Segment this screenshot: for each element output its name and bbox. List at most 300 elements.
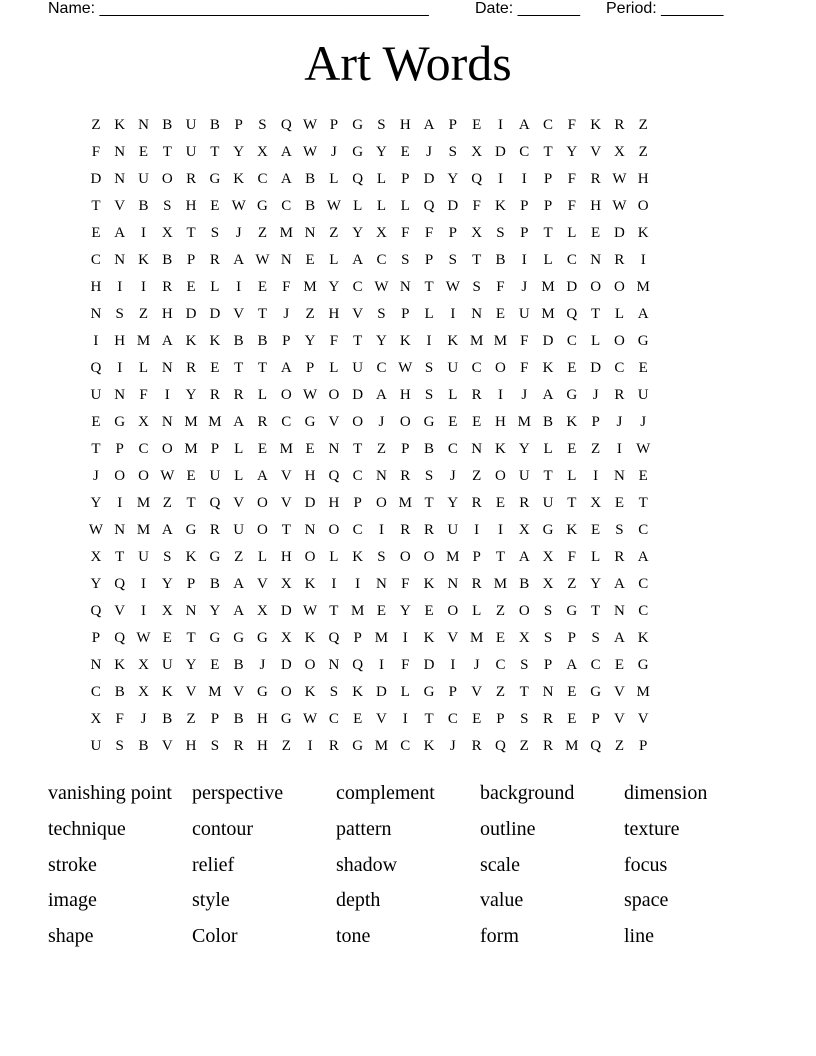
grid-letter: P (448, 684, 458, 700)
grid-letter: P (282, 333, 291, 349)
grid-letter: Q (90, 360, 102, 376)
grid-letter: B (519, 576, 530, 592)
grid-letter: F (282, 279, 291, 295)
grid-letter: V (447, 630, 459, 646)
grid-letter: R (614, 549, 625, 565)
grid-letter: O (280, 387, 292, 403)
grid-letter: G (209, 630, 221, 646)
grid-letter: T (186, 630, 196, 646)
grid-letter: I (497, 522, 503, 538)
grid-letter: W (302, 387, 318, 403)
grid-letter: G (304, 414, 316, 430)
grid-letter: T (115, 549, 125, 565)
grid-letter: T (257, 306, 268, 322)
grid-letter: U (161, 657, 173, 673)
grid-letter: R (543, 711, 554, 727)
grid-letter: L (353, 198, 363, 214)
grid-letter: E (305, 252, 315, 268)
grid-letter: T (519, 684, 529, 700)
word-bank-item: line (624, 925, 654, 948)
grid-letter: D (304, 495, 316, 511)
grid-letter: L (472, 603, 482, 619)
grid-letter: Y (328, 279, 340, 295)
grid-letter: Y (161, 576, 173, 592)
grid-letter: P (305, 360, 315, 376)
grid-letter: N (304, 522, 316, 538)
grid-letter: S (591, 630, 600, 646)
grid-letter: M (208, 684, 222, 700)
grid-letter: U (518, 468, 530, 484)
grid-letter: I (140, 279, 146, 295)
grid-letter: U (352, 360, 364, 376)
grid-letter: Y (90, 495, 102, 511)
grid-row (84, 653, 732, 680)
grid-letter: R (209, 522, 220, 538)
grid-letter: W (612, 171, 627, 187)
grid-letter: I (117, 279, 123, 295)
grid-letter: E (567, 684, 577, 700)
grid-letter: N (114, 522, 126, 538)
grid-row (84, 464, 732, 491)
grid-letter: A (423, 117, 435, 133)
grid-letter: Q (114, 630, 126, 646)
grid-letter: Q (590, 738, 602, 754)
grid-letter: K (566, 414, 578, 430)
grid-letter: C (281, 414, 292, 430)
grid-letter: R (471, 576, 482, 592)
grid-letter: U (233, 522, 245, 538)
grid-letter: Q (423, 198, 435, 214)
grid-letter: T (210, 144, 220, 160)
grid-row (84, 518, 732, 545)
grid-letter: C (90, 684, 101, 700)
grid-letter: M (541, 279, 555, 295)
grid-letter: W (88, 522, 103, 538)
grid-letter: G (209, 171, 221, 187)
grid-letter: C (638, 603, 649, 619)
grid-letter: S (424, 468, 434, 484)
grid-letter: N (471, 441, 483, 457)
grid-letter: S (377, 549, 386, 565)
word-bank-item: relief (192, 853, 235, 876)
grid-letter: F (401, 657, 410, 673)
grid-letter: I (426, 333, 432, 349)
grid-letter: V (614, 711, 625, 727)
grid-letter: D (423, 657, 435, 673)
grid-letter: E (567, 711, 577, 727)
grid-letter: H (257, 711, 268, 727)
grid-letter: C (471, 360, 482, 376)
grid-letter: G (257, 630, 268, 646)
worksheet-header (48, 0, 748, 21)
grid-letter: A (161, 522, 173, 538)
grid-letter: K (185, 549, 197, 565)
grid-letter: N (114, 171, 126, 187)
grid-letter: Y (209, 603, 221, 619)
grid-letter: E (424, 603, 434, 619)
grid-letter: G (423, 414, 435, 430)
grid-letter: E (162, 630, 172, 646)
grid-letter: Y (376, 144, 387, 160)
grid-letter: L (567, 225, 577, 241)
grid-letter: X (614, 144, 625, 160)
grid-letter: S (472, 279, 481, 295)
grid-row (84, 113, 732, 140)
grid-letter: M (446, 549, 460, 565)
word-bank-item: texture (624, 817, 680, 840)
grid-letter: O (161, 441, 173, 457)
grid-letter: V (352, 306, 364, 322)
grid-letter: H (328, 306, 340, 322)
grid-letter: M (398, 495, 412, 511)
grid-letter: N (90, 657, 102, 673)
grid-letter: N (114, 387, 126, 403)
grid-letter: S (401, 252, 410, 268)
grid-letter: S (377, 117, 386, 133)
grid-letter: T (91, 441, 101, 457)
grid-letter: P (329, 117, 339, 133)
word-bank-item: background (480, 782, 575, 804)
grid-letter: W (136, 630, 151, 646)
grid-letter: O (280, 684, 292, 700)
grid-letter: T (472, 252, 482, 268)
grid-letter: M (636, 684, 650, 700)
grid-letter: O (328, 387, 340, 403)
grid-letter: Q (495, 738, 506, 754)
grid-letter: H (185, 738, 197, 754)
grid-letter: H (590, 198, 602, 214)
grid-letter: R (328, 738, 339, 754)
grid-letter: W (398, 360, 413, 376)
grid-letter: J (473, 657, 480, 673)
grid-letter: M (565, 738, 579, 754)
grid-letter: V (185, 684, 197, 700)
grid-letter: N (471, 306, 483, 322)
grid-letter: H (161, 306, 173, 322)
grid-letter: M (184, 414, 198, 430)
grid-letter: I (450, 306, 456, 322)
grid-letter: B (138, 738, 149, 754)
grid-letter: M (469, 333, 484, 349)
grid-letter: B (162, 117, 173, 133)
grid-letter: R (424, 522, 435, 538)
grid-letter: R (257, 414, 268, 430)
grid-letter: U (90, 738, 102, 754)
grid-letter: E (495, 495, 506, 511)
grid-letter: O (495, 468, 506, 484)
grid-letter: X (542, 549, 554, 565)
grid-letter: C (638, 522, 649, 538)
grid-letter: M (208, 414, 222, 430)
grid-letter: D (185, 306, 197, 322)
grid-letter: L (543, 441, 553, 457)
grid-letter: N (138, 117, 149, 133)
grid-letter: I (378, 657, 384, 673)
grid-letter: F (520, 360, 529, 376)
grid-letter: Z (186, 711, 196, 727)
grid-letter: G (352, 117, 364, 133)
grid-letter: R (233, 738, 244, 754)
grid-letter: A (280, 360, 292, 376)
word-bank-item: focus (624, 853, 668, 876)
grid-letter: D (280, 603, 292, 619)
grid-letter: S (210, 225, 220, 241)
grid-letter: L (591, 549, 601, 565)
word-bank-item: complement (336, 782, 435, 804)
grid-letter: B (543, 414, 554, 430)
grid-letter: G (637, 333, 649, 349)
grid-letter: K (352, 549, 364, 565)
grid-letter: B (233, 711, 244, 727)
grid-row (84, 545, 732, 572)
grid-letter: D (614, 225, 625, 241)
grid-letter: W (374, 279, 389, 295)
grid-letter: K (399, 333, 411, 349)
grid-letter: C (400, 738, 411, 754)
grid-letter: G (352, 738, 364, 754)
grid-letter: H (114, 333, 126, 349)
grid-letter: E (257, 441, 268, 457)
grid-letter: E (638, 360, 648, 376)
grid-letter: J (92, 468, 99, 484)
word-search-grid (84, 113, 732, 761)
grid-row (84, 626, 732, 653)
grid-letter: S (258, 117, 267, 133)
grid-letter: T (424, 279, 434, 295)
grid-letter: E (186, 279, 196, 295)
grid-letter: U (447, 360, 459, 376)
period-field-label: Period: _______ (606, 0, 724, 17)
grid-letter: I (331, 576, 337, 592)
grid-letter: Q (209, 495, 221, 511)
grid-letter: U (185, 117, 197, 133)
grid-letter: M (517, 414, 531, 430)
grid-letter: K (138, 252, 149, 268)
grid-letter: A (233, 576, 245, 592)
grid-letter: S (163, 198, 172, 214)
word-bank-item: scale (480, 853, 520, 876)
grid-letter: I (236, 279, 242, 295)
grid-letter: J (521, 387, 528, 403)
grid-letter: A (518, 549, 530, 565)
grid-letter: W (302, 603, 318, 619)
grid-letter: K (304, 630, 316, 646)
grid-letter: P (591, 711, 600, 727)
word-bank-item: value (480, 889, 524, 912)
grid-letter: A (161, 333, 173, 349)
grid-row (84, 734, 732, 761)
grid-letter: V (114, 198, 126, 214)
grid-letter: Q (328, 630, 340, 646)
grid-letter: B (233, 657, 244, 673)
grid-letter: N (90, 306, 102, 322)
grid-letter: R (614, 117, 625, 133)
grid-letter: C (328, 711, 339, 727)
grid-letter: T (186, 225, 196, 241)
grid-letter: S (448, 144, 458, 160)
grid-letter: Q (280, 117, 292, 133)
grid-letter: P (496, 711, 505, 727)
grid-row (84, 302, 732, 329)
grid-letter: H (90, 279, 102, 295)
grid-letter: E (614, 657, 625, 673)
grid-letter: F (567, 198, 576, 214)
grid-letter: A (257, 468, 268, 484)
grid-letter: F (496, 279, 505, 295)
grid-letter: K (161, 684, 173, 700)
grid-letter: Y (447, 495, 459, 511)
grid-letter: V (233, 306, 245, 322)
grid-letter: Z (376, 441, 387, 457)
grid-letter: R (471, 387, 482, 403)
grid-letter: P (210, 711, 220, 727)
grid-letter: K (352, 684, 364, 700)
date-field-label: Date: _______ (475, 0, 580, 17)
grid-letter: V (114, 603, 126, 619)
grid-letter: S (424, 360, 434, 376)
grid-letter: M (493, 333, 508, 349)
grid-letter: R (186, 360, 197, 376)
grid-letter: E (614, 495, 625, 511)
grid-letter: R (186, 171, 197, 187)
grid-letter: T (424, 495, 434, 511)
grid-letter: N (161, 414, 173, 430)
grid-letter: B (424, 441, 435, 457)
grid-letter: F (520, 333, 529, 349)
grid-letter: I (474, 522, 480, 538)
grid-letter: Z (567, 576, 577, 592)
grid-letter: I (378, 522, 384, 538)
grid-letter: J (616, 414, 623, 430)
grid-letter: Z (234, 549, 244, 565)
grid-letter: C (590, 657, 601, 673)
grid-letter: C (281, 198, 292, 214)
word-bank (48, 778, 768, 957)
grid-letter: Y (304, 333, 316, 349)
grid-letter: E (495, 630, 506, 646)
grid-letter: H (495, 414, 506, 430)
grid-letter: E (495, 306, 506, 322)
grid-letter: U (138, 171, 149, 187)
grid-letter: J (449, 738, 456, 754)
grid-letter: X (138, 657, 149, 673)
grid-letter: D (590, 360, 602, 376)
grid-letter: N (614, 603, 625, 619)
grid-letter: O (637, 198, 649, 214)
grid-letter: O (376, 495, 387, 511)
grid-letter: U (209, 468, 221, 484)
grid-letter: O (447, 603, 459, 619)
grid-letter: W (326, 198, 341, 214)
grid-letter: S (520, 711, 529, 727)
grid-letter: W (636, 441, 651, 457)
grid-letter: I (355, 576, 361, 592)
grid-letter: O (161, 171, 173, 187)
grid-letter: P (91, 630, 101, 646)
grid-letter: R (614, 387, 625, 403)
grid-letter: V (376, 711, 387, 727)
grid-letter: I (117, 360, 123, 376)
grid-letter: L (257, 387, 268, 403)
grid-letter: F (472, 198, 481, 214)
grid-letter: C (352, 522, 363, 538)
grid-letter: J (140, 711, 147, 727)
grid-letter: E (472, 117, 482, 133)
grid-letter: X (138, 414, 149, 430)
grid-letter: V (233, 495, 245, 511)
grid-letter: E (210, 657, 220, 673)
grid-letter: N (114, 144, 126, 160)
grid-letter: K (447, 333, 459, 349)
grid-letter: A (637, 549, 649, 565)
grid-letter: P (353, 630, 362, 646)
grid-letter: P (543, 657, 553, 673)
grid-letter: O (114, 468, 126, 484)
grid-letter: K (423, 630, 435, 646)
grid-letter: W (231, 198, 246, 214)
grid-letter: I (521, 252, 527, 268)
grid-letter: O (328, 522, 340, 538)
grid-letter: P (115, 441, 124, 457)
grid-letter: Y (352, 225, 364, 241)
grid-letter: I (593, 468, 599, 484)
grid-row (84, 572, 732, 599)
grid-letter: M (374, 738, 389, 754)
grid-letter: J (426, 144, 432, 160)
grid-letter: G (185, 522, 197, 538)
grid-letter: V (637, 711, 649, 727)
grid-letter: S (496, 225, 505, 241)
grid-letter: A (566, 657, 578, 673)
grid-letter: R (543, 738, 554, 754)
grid-letter: X (471, 225, 483, 241)
grid-letter: Q (566, 306, 578, 322)
grid-letter: P (401, 306, 410, 322)
grid-letter: K (185, 333, 197, 349)
grid-letter: A (614, 576, 625, 592)
grid-letter: I (450, 657, 456, 673)
grid-letter: P (186, 252, 196, 268)
grid-letter: I (117, 495, 123, 511)
grid-letter: M (636, 279, 650, 295)
grid-letter: B (233, 333, 244, 349)
grid-letter: K (590, 117, 602, 133)
grid-letter: S (115, 738, 124, 754)
grid-letter: P (520, 198, 529, 214)
grid-letter: X (280, 576, 292, 592)
grid-letter: G (233, 630, 245, 646)
grid-letter: E (567, 441, 577, 457)
grid-letter: A (280, 171, 292, 187)
grid-letter: M (469, 630, 484, 646)
grid-letter: T (353, 441, 363, 457)
grid-letter: X (90, 549, 102, 565)
grid-row (84, 599, 732, 626)
grid-letter: T (543, 225, 553, 241)
grid-letter: W (160, 468, 175, 484)
grid-letter: Z (519, 738, 529, 754)
grid-letter: L (329, 252, 339, 268)
grid-letter: V (614, 684, 625, 700)
grid-letter: A (114, 225, 126, 241)
grid-letter: M (350, 603, 365, 619)
grid-letter: K (423, 576, 435, 592)
grid-letter: D (423, 171, 435, 187)
grid-letter: K (495, 198, 506, 214)
grid-letter: N (185, 603, 197, 619)
grid-letter: C (614, 360, 625, 376)
grid-letter: G (542, 522, 554, 538)
